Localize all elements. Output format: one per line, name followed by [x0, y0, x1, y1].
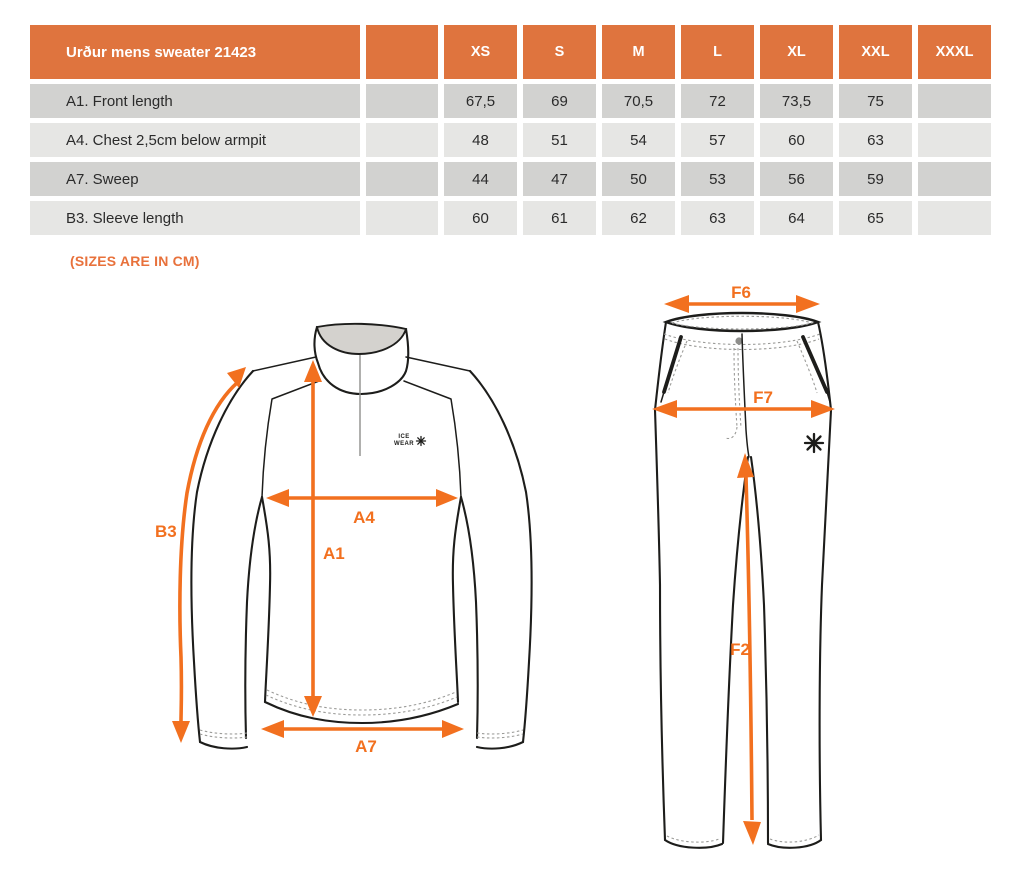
size-value: 65 — [839, 201, 912, 235]
size-value: 60 — [760, 123, 833, 157]
sweater-drawing — [191, 324, 531, 749]
table-title: Urður mens sweater 21423 — [30, 25, 360, 79]
measurement-label: A7. Sweep — [30, 162, 360, 196]
size-value: 61 — [523, 201, 596, 235]
label-A1: A1 — [323, 544, 345, 563]
size-value: 70,5 — [602, 84, 675, 118]
pants-drawing — [655, 313, 831, 848]
hem-edge — [265, 702, 458, 723]
size-value: 69 — [523, 84, 596, 118]
icewear-logo — [394, 434, 425, 447]
size-value: 64 — [760, 201, 833, 235]
size-value: 57 — [681, 123, 754, 157]
size-value: 56 — [760, 162, 833, 196]
waist-opening — [666, 313, 818, 331]
arrow-A7 — [261, 720, 464, 756]
sweater-arrows — [155, 360, 464, 756]
svg-text:WEAR: WEAR — [394, 441, 414, 447]
size-col-header-xxl: XXL — [839, 25, 912, 79]
arrow-F2 — [730, 453, 761, 845]
size-value: 50 — [602, 162, 675, 196]
size-col-header-s: S — [523, 25, 596, 79]
size-value: 51 — [523, 123, 596, 157]
label-F2: F2 — [730, 640, 750, 659]
svg-text:ICE: ICE — [398, 434, 410, 440]
size-value: 73,5 — [760, 84, 833, 118]
arrow-B3 — [155, 367, 246, 743]
size-value: 67,5 — [444, 84, 517, 118]
arrow-F6 — [664, 283, 820, 313]
size-value: 63 — [681, 201, 754, 235]
left-cuff — [200, 742, 247, 749]
label-A4: A4 — [353, 508, 375, 527]
size-value: 75 — [839, 84, 912, 118]
size-value: 47 — [523, 162, 596, 196]
logo-snowflake-icon — [417, 437, 426, 446]
label-A7: A7 — [355, 737, 377, 756]
size-col-header-xxxl: XXXL — [918, 25, 991, 79]
arrow-A1 — [304, 360, 345, 717]
size-value: 60 — [444, 201, 517, 235]
size-value: 63 — [839, 123, 912, 157]
label-B3: B3 — [155, 522, 177, 541]
size-value: 62 — [602, 201, 675, 235]
measurement-label: A1. Front length — [30, 84, 360, 118]
arrow-A4 — [266, 489, 458, 527]
collar-inner — [317, 324, 406, 354]
size-value: 72 — [681, 84, 754, 118]
measurement-label: A4. Chest 2,5cm below armpit — [30, 123, 360, 157]
right-cuff — [477, 742, 523, 749]
sizes-unit-note: (SIZES ARE IN CM) — [70, 253, 200, 269]
size-value: 48 — [444, 123, 517, 157]
size-col-header-m: M — [602, 25, 675, 79]
label-F7: F7 — [753, 388, 773, 407]
label-F6: F6 — [731, 283, 751, 302]
size-value: 54 — [602, 123, 675, 157]
size-value: 59 — [839, 162, 912, 196]
left-pocket — [664, 337, 681, 392]
measurement-label: B3. Sleeve length — [30, 201, 360, 235]
size-col-header-l: L — [681, 25, 754, 79]
size-value: 53 — [681, 162, 754, 196]
size-col-header-xs: XS — [444, 25, 517, 79]
size-col-header-xl: XL — [760, 25, 833, 79]
pants-snowflake-icon — [805, 434, 823, 452]
size-value: 44 — [444, 162, 517, 196]
